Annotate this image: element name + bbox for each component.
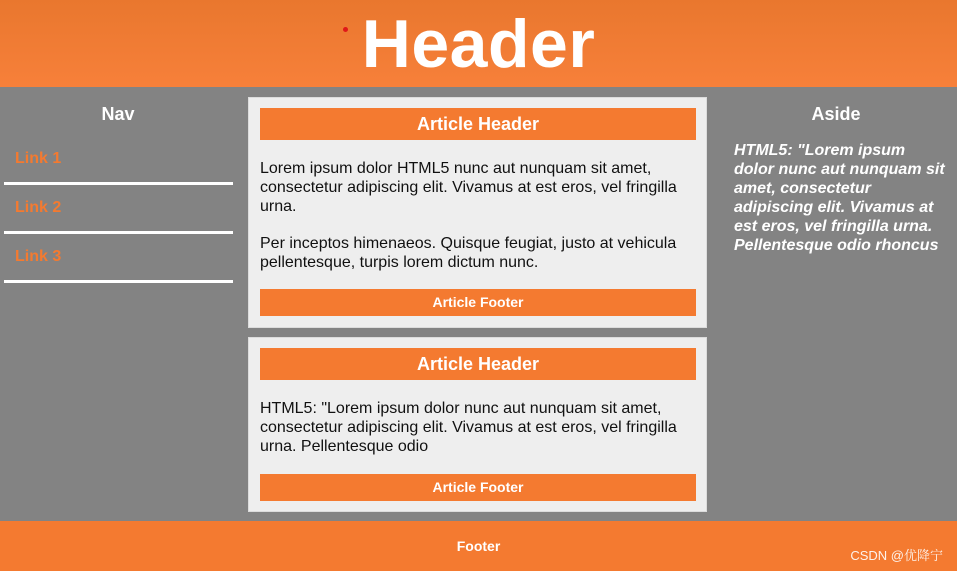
aside-sidebar xyxy=(715,87,957,521)
page-title: Header xyxy=(361,6,596,82)
nav-link-label[interactable]: Link 1 xyxy=(15,150,62,167)
article-header: Article Header xyxy=(260,108,696,140)
footer-label: Footer xyxy=(456,538,501,554)
nav-title: Nav xyxy=(101,104,135,124)
nav-item-link-1[interactable] xyxy=(4,135,233,185)
article-footer: Article Footer xyxy=(260,289,696,316)
page-header xyxy=(0,0,957,87)
aside-title: Aside xyxy=(811,104,861,124)
page-footer xyxy=(0,521,957,571)
watermark: CSDN @优降宁 xyxy=(850,548,943,563)
nav-link-label[interactable]: Link 3 xyxy=(15,248,62,265)
nav-link-label[interactable]: Link 2 xyxy=(15,199,62,216)
aside-text: HTML5: "Lorem ipsum dolor nunc aut nunquam sit amet, consectetur adipiscing elit. Vivamus at est eros, vel fringilla urna. Pellentesque odio rhoncus xyxy=(734,142,945,254)
nav-sidebar xyxy=(0,87,240,521)
article-1 xyxy=(248,97,707,328)
article-paragraph: Lorem ipsum dolor HTML5 nunc aut nunquam sit amet, consectetur adipiscing elit. Vivamus at est eros, vel fringilla urna. xyxy=(260,160,677,215)
article-paragraph: HTML5: "Lorem ipsum dolor nunc aut nunquam sit amet, consectetur adipiscing elit. Vivamus at est eros, vel fringilla urna. Pellentesque odio xyxy=(260,400,677,455)
article-footer: Article Footer xyxy=(260,474,696,501)
nav-item-link-2[interactable] xyxy=(4,184,233,234)
article-paragraph: Per inceptos himenaeos. Quisque feugiat, justo at vehicula pellentesque, turpis lorem dictum nunc. xyxy=(260,235,677,271)
article-header: Article Header xyxy=(260,348,696,380)
article-2 xyxy=(248,337,707,512)
nav-item-link-3[interactable] xyxy=(4,233,233,283)
